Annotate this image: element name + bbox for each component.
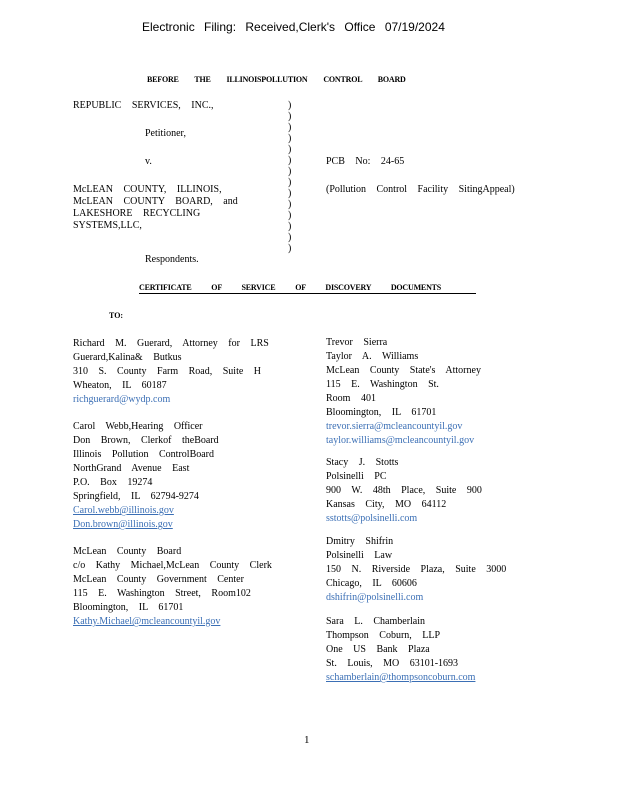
address-line: c/o Kathy Michael,McLean County Clerk: [73, 560, 272, 571]
email-link[interactable]: sstotts@polsinelli.com: [326, 513, 418, 524]
paren: ): [288, 232, 292, 243]
address-line: Trevor Sierra: [326, 337, 388, 348]
page-number: 1: [304, 734, 310, 746]
address-line: 115 E. Washington St.: [326, 379, 439, 390]
address-line: One US Bank Plaza: [326, 644, 430, 655]
recipient-block-county-board: [73, 545, 272, 629]
email-link[interactable]: Kathy.Michael@mcleancountyil.gov: [73, 616, 221, 627]
address-line: McLean County Government Center: [73, 574, 244, 585]
recipient-block-states-attorney: [326, 336, 481, 448]
address-line: McLean County State's Attorney: [326, 365, 481, 376]
certificate-title: CERTIFICATE OF SERVICE OF DISCOVERY DOCUMENTS: [139, 283, 476, 294]
address-line: 310 S. County Farm Road, Suite H: [73, 366, 262, 377]
email-link[interactable]: richguerard@wydp.com: [73, 394, 171, 405]
email-link[interactable]: taylor.williams@mcleancountyil.gov: [326, 435, 475, 446]
address-line: McLean County Board: [73, 546, 182, 557]
respondent-line: McLEAN COUNTY, ILLINOIS,: [73, 184, 222, 195]
address-line: St. Louis, MO 63101-1693: [326, 658, 459, 669]
address-line: 115 E. Washington Street, Room102: [73, 588, 251, 599]
email-link[interactable]: Don.brown@illinois.gov: [73, 519, 173, 530]
paren: ): [288, 100, 292, 111]
email-link[interactable]: dshifrin@polsinelli.com: [326, 592, 424, 603]
email-link[interactable]: Carol.webb@illinois.gov: [73, 505, 174, 516]
address-line: Richard M. Guerard, Attorney for LRS: [73, 338, 269, 349]
address-line: Polsinelli PC: [326, 471, 387, 482]
to-label: TO:: [109, 311, 124, 320]
caption-parentheses: [288, 100, 291, 254]
recipient-block-shifrin: [326, 535, 506, 605]
address-line: 150 N. Riverside Plaza, Suite 3000: [326, 564, 507, 575]
case-number: PCB No: 24-65: [326, 156, 405, 167]
paren: ): [288, 177, 292, 188]
address-line: Springfield, IL 62794-9274: [73, 491, 199, 502]
address-line: Carol Webb,Hearing Officer: [73, 421, 203, 432]
email-link[interactable]: trevor.sierra@mcleancountyil.gov: [326, 421, 463, 432]
address-line: Bloomington, IL 61701: [73, 602, 184, 613]
address-line: Kansas City, MO 64112: [326, 499, 447, 510]
recipient-block-pollution-board: [73, 420, 219, 532]
address-line: 900 W. 48th Place, Suite 900: [326, 485, 482, 496]
respondents-names: [73, 184, 238, 232]
paren: ): [288, 166, 292, 177]
recipient-block-guerard: [73, 337, 269, 407]
paren: ): [288, 144, 292, 155]
respondent-line: McLEAN COUNTY BOARD, and: [73, 196, 238, 207]
versus: v.: [145, 156, 152, 167]
address-line: Wheaton, IL 60187: [73, 380, 167, 391]
address-line: Bloomington, IL 61701: [326, 407, 437, 418]
paren: ): [288, 111, 292, 122]
paren: ): [288, 210, 292, 221]
paren: ): [288, 188, 292, 199]
address-line: Polsinelli Law: [326, 550, 393, 561]
address-line: Illinois Pollution ControlBoard: [73, 449, 215, 460]
address-line: Thompson Coburn, LLP: [326, 630, 441, 641]
address-line: P.O. Box 19274: [73, 477, 153, 488]
address-line: Sara L. Chamberlain: [326, 616, 426, 627]
respondent-line: LAKESHORE RECYCLING: [73, 208, 201, 219]
paren: ): [288, 133, 292, 144]
siting-appeal: (Pollution Control Facility SitingAppeal): [326, 184, 515, 195]
address-line: NorthGrand Avenue East: [73, 463, 190, 474]
email-link[interactable]: schamberlain@thompsoncoburn.com: [326, 672, 476, 683]
recipient-block-chamberlain: [326, 615, 499, 685]
respondent-line: SYSTEMS,LLC,: [73, 220, 142, 231]
address-line: Guerard,Kalina& Butkus: [73, 352, 182, 363]
petitioner-label: Petitioner,: [145, 128, 186, 139]
paren: ): [288, 155, 292, 166]
address-line: Don Brown, Clerkof theBoard: [73, 435, 219, 446]
address-line: Stacy J. Stotts: [326, 457, 399, 468]
paren: ): [288, 221, 292, 232]
petitioner-name: REPUBLIC SERVICES, INC.,: [73, 100, 214, 111]
address-line: Dmitry Shifrin: [326, 536, 394, 547]
board-heading: BEFORE THE ILLINOISPOLLUTION CONTROL BOARD: [147, 75, 406, 84]
address-line: Taylor A. Williams: [326, 351, 419, 362]
filing-stamp-header: Electronic Filing: Received,Clerk's Office 07/19/2024: [142, 20, 445, 34]
paren: ): [288, 199, 292, 210]
paren: ): [288, 122, 292, 133]
paren: ): [288, 243, 292, 254]
recipient-block-stotts: [326, 456, 482, 526]
address-line: Room 401: [326, 393, 376, 404]
respondents-label: Respondents.: [145, 254, 199, 265]
address-line: Chicago, IL 60606: [326, 578, 417, 589]
